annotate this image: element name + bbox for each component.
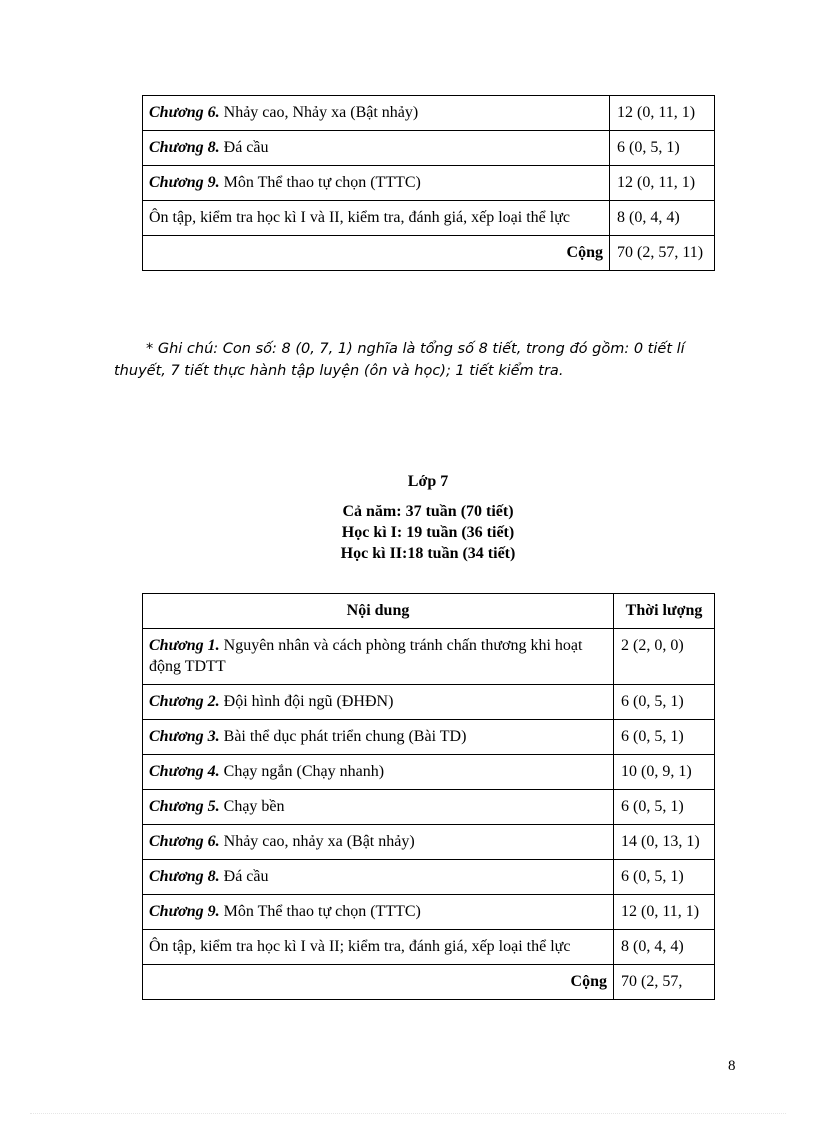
chapter-text: Chạy bền xyxy=(219,798,285,815)
table-row xyxy=(143,790,715,825)
table-row xyxy=(143,860,715,895)
duration-cell: 2 (2, 0, 0) xyxy=(614,629,715,685)
chapter-label: Chương 1. xyxy=(149,637,220,654)
total-value: 70 (2, 57, xyxy=(614,965,715,1000)
duration-cell: 6 (0, 5, 1) xyxy=(614,860,715,895)
table-row xyxy=(143,201,715,236)
table-row xyxy=(143,895,715,930)
header-duration: Thời lượng xyxy=(614,594,715,629)
duration-cell: 12 (0, 11, 1) xyxy=(610,166,715,201)
top-curriculum-table xyxy=(142,95,715,271)
content-cell xyxy=(143,930,614,965)
duration-cell: 14 (0, 13, 1) xyxy=(614,825,715,860)
chapter-text: Ôn tập, kiểm tra học kì I và II, kiểm tra, đánh giá, xếp loại thể lực xyxy=(149,209,570,226)
chapter-label: Chương 2. xyxy=(149,693,220,710)
content-cell xyxy=(143,790,614,825)
chapter-label: Chương 8. xyxy=(149,868,220,885)
chapter-text: Nhảy cao, nhảy xa (Bật nhảy) xyxy=(219,833,415,850)
content-cell xyxy=(143,96,610,131)
total-label: Cộng xyxy=(143,965,614,1000)
duration-cell: 6 (0, 5, 1) xyxy=(614,790,715,825)
chapter-text: Đội hình đội ngũ (ĐHĐN) xyxy=(219,693,394,710)
content-cell xyxy=(143,825,614,860)
duration-cell: 12 (0, 11, 1) xyxy=(614,895,715,930)
content-cell xyxy=(143,629,614,685)
content-cell xyxy=(143,895,614,930)
header-row xyxy=(143,594,715,629)
page-number: 8 xyxy=(728,1058,736,1074)
grade7-curriculum-table xyxy=(142,593,715,1000)
duration-cell: 8 (0, 4, 4) xyxy=(614,930,715,965)
chapter-text: Môn Thể thao tự chọn (TTTC) xyxy=(219,174,421,191)
total-value: 70 (2, 57, 11) xyxy=(610,236,715,271)
total-row xyxy=(143,965,715,1000)
duration-cell: 6 (0, 5, 1) xyxy=(610,131,715,166)
table-row xyxy=(143,755,715,790)
header-content: Nội dung xyxy=(143,594,614,629)
content-cell xyxy=(143,166,610,201)
chapter-text: Nhảy cao, Nhảy xa (Bật nhảy) xyxy=(219,104,419,121)
year-summary: Cả năm: 37 tuần (70 tiết) xyxy=(342,503,514,520)
total-label: Cộng xyxy=(143,236,610,271)
grade-title: Lớp 7 xyxy=(407,473,449,490)
content-cell xyxy=(143,755,614,790)
chapter-label: Chương 9. xyxy=(149,903,220,920)
term1-summary: Học kì I: 19 tuần (36 tiết) xyxy=(341,524,515,541)
table-row xyxy=(143,629,715,685)
total-row xyxy=(143,236,715,271)
table-row xyxy=(143,131,715,166)
duration-cell: 6 (0, 5, 1) xyxy=(614,685,715,720)
content-cell xyxy=(143,201,610,236)
chapter-label: Chương 6. xyxy=(149,833,220,850)
chapter-label: Chương 4. xyxy=(149,763,220,780)
table-row xyxy=(143,825,715,860)
chapter-label: Chương 3. xyxy=(149,728,220,745)
content-cell xyxy=(143,685,614,720)
footer-divider xyxy=(30,1113,786,1114)
content-cell xyxy=(143,720,614,755)
chapter-text: Ôn tập, kiểm tra học kì I và II; kiểm tra, đánh giá, xếp loại thể lực xyxy=(149,938,571,955)
chapter-label: Chương 8. xyxy=(149,139,220,156)
content-cell xyxy=(143,131,610,166)
chapter-text: Chạy ngắn (Chạy nhanh) xyxy=(219,763,385,780)
duration-cell: 10 (0, 9, 1) xyxy=(614,755,715,790)
chapter-label: Chương 5. xyxy=(149,798,220,815)
chapter-label: Chương 6. xyxy=(149,104,220,121)
table-row xyxy=(143,685,715,720)
chapter-label: Chương 9. xyxy=(149,174,220,191)
footnote: * Ghi chú: Con số: 8 (0, 7, 1) nghĩa là tổng số 8 tiết, trong đó gồm: 0 tiết lí thuyết, 7 tiết thực hành tập luyện (ôn và học); 1 tiết kiểm tra. xyxy=(114,341,685,379)
chapter-text: Môn Thể thao tự chọn (TTTC) xyxy=(219,903,421,920)
table-row xyxy=(143,720,715,755)
table-row xyxy=(143,166,715,201)
chapter-text: Nguyên nhân và cách phòng tránh chấn thương khi hoạt động TDTT xyxy=(149,637,583,675)
chapter-text: Đá cầu xyxy=(219,139,269,156)
duration-cell: 8 (0, 4, 4) xyxy=(610,201,715,236)
term2-summary: Học kì II:18 tuần (34 tiết) xyxy=(340,545,516,562)
duration-cell: 6 (0, 5, 1) xyxy=(614,720,715,755)
chapter-text: Bài thể dục phát triển chung (Bài TD) xyxy=(219,728,467,745)
table-row xyxy=(143,96,715,131)
table-row xyxy=(143,930,715,965)
chapter-text: Đá cầu xyxy=(219,868,269,885)
content-cell xyxy=(143,860,614,895)
duration-cell: 12 (0, 11, 1) xyxy=(610,96,715,131)
